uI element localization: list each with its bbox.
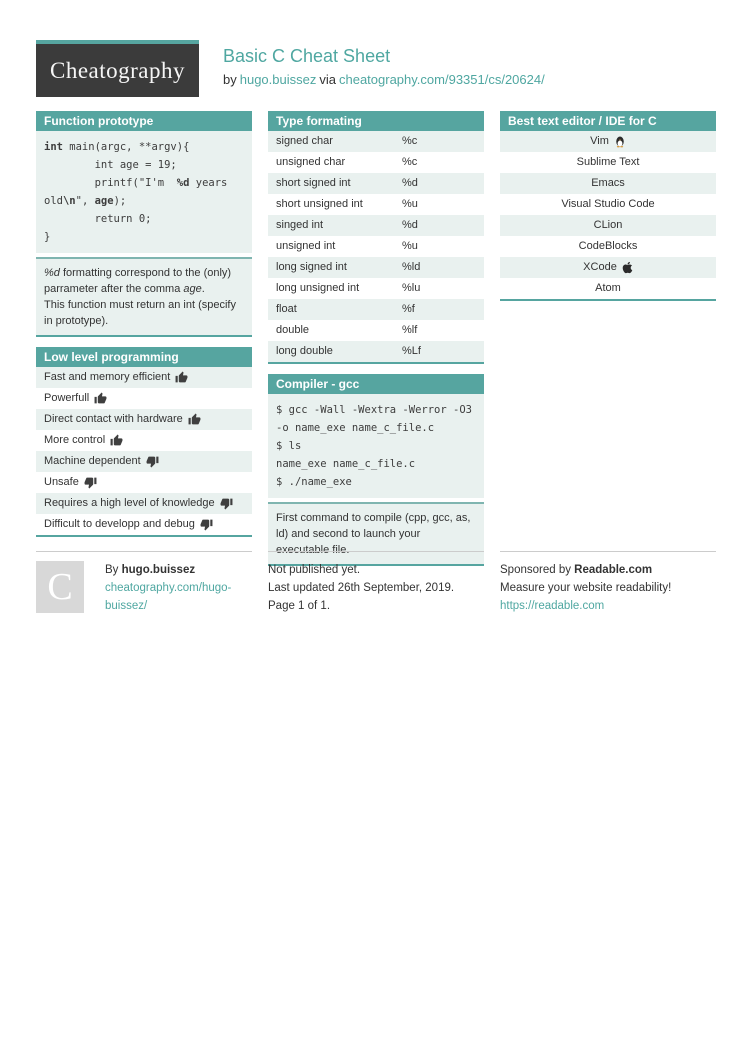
list-item: More control (36, 430, 252, 451)
author-link[interactable]: hugo.buissez (239, 72, 317, 87)
code-line: $ ls (276, 440, 302, 452)
sponsor-line: Sponsored by Readable.com (500, 564, 653, 576)
section-title-low-level-programming: Low level programming (36, 347, 252, 367)
thumbs-down-icon (220, 497, 233, 510)
note-function-prototype (36, 257, 252, 335)
table-row: short signed int %d (268, 173, 484, 194)
code-line: int main(argc, **argv){ (44, 141, 190, 153)
table-row: singed int %d (268, 215, 484, 236)
thumbs-down-icon (200, 518, 213, 531)
list-item: CodeBlocks (578, 240, 638, 252)
author-name: hugo.buissez (121, 564, 196, 576)
code-line: return 0; (44, 213, 152, 225)
column-1 (36, 111, 252, 537)
table-row: short unsigned int %u (276, 198, 418, 210)
thumbs-up-icon (175, 371, 188, 384)
table-row: signed char %c (268, 131, 484, 152)
table-row: unsigned char %c (276, 156, 418, 168)
code-block-compiler (268, 394, 484, 498)
table-row: long unsigned int %lu (276, 282, 421, 294)
thumbs-up-icon (94, 392, 107, 405)
publish-status: Not published yet. (268, 564, 361, 576)
list-item: Fast and memory efficient (36, 367, 252, 388)
list-item: Powerfull (36, 388, 252, 409)
cheatography-logo[interactable] (36, 40, 199, 97)
header-titles (223, 40, 548, 87)
type-formating-table (268, 131, 484, 362)
footer-sponsor-block (500, 551, 716, 615)
section-title-compiler-gcc: Compiler - gcc (268, 374, 484, 394)
thumbs-down-icon (146, 455, 159, 468)
last-updated: Last updated 26th September, 2019. (268, 582, 455, 594)
apple-icon (622, 261, 633, 274)
sponsor-tagline: Measure your website readability! (500, 582, 672, 594)
list-item: CLion (500, 215, 716, 236)
author-text (105, 561, 251, 615)
editors-list (500, 131, 716, 299)
thumbs-up-icon (188, 413, 201, 426)
sponsor-link[interactable]: https://readable.com (500, 600, 605, 612)
byline-via: via (319, 72, 336, 87)
table-row: float %f (268, 299, 484, 320)
linux-penguin-icon (614, 135, 626, 148)
section-low-level-programming (36, 347, 252, 537)
code-line: } (44, 231, 51, 243)
list-item: Difficult to developp and debug (36, 514, 252, 535)
code-line: name_exe name_c_file.c (276, 458, 416, 470)
column-3 (500, 111, 716, 301)
author-profile-link[interactable]: cheatography.com/hugo-buissez/ (105, 582, 232, 612)
page-count: Page 1 of 1. (268, 600, 331, 612)
code-line: -o name_exe name_c_file.c (276, 422, 435, 434)
sheet-url-link[interactable]: cheatography.com/93351/cs/20624/ (338, 72, 545, 87)
list-item: Emacs (500, 173, 716, 194)
section-type-formating (268, 111, 484, 364)
list-item: XCode (500, 257, 716, 278)
code-line: int age = 19; (44, 159, 177, 171)
section-title-type-formating: Type formating (268, 111, 484, 131)
list-item: Sublime Text (576, 156, 640, 168)
code-block-function-prototype (36, 131, 252, 253)
list-item: Machine dependent (36, 451, 252, 472)
table-row: long signed int %ld (268, 257, 484, 278)
code-line: old\n", age); (44, 195, 127, 207)
table-row: long double %Lf (268, 341, 484, 362)
note-paragraph: This function must return an int (specify in prototype). (44, 299, 236, 327)
list-item: Unsafe (36, 472, 252, 493)
author-line: By hugo.buissez (105, 564, 196, 576)
page-title[interactable]: Basic C Cheat Sheet (223, 46, 391, 66)
thumbs-down-icon (84, 476, 97, 489)
list-item: Atom (595, 282, 621, 294)
table-row: double %lf (276, 324, 418, 336)
table-row: unsigned int %u (276, 240, 418, 252)
list-item: Requires a high level of knowledge (36, 493, 252, 514)
byline (223, 72, 548, 87)
low-level-list (36, 367, 252, 535)
section-best-editors (500, 111, 716, 301)
list-item: Vim (500, 131, 716, 152)
list-item: Visual Studio Code (561, 198, 655, 210)
code-line: $ ./name_exe (276, 476, 352, 488)
list-item: Direct contact with hardware (36, 409, 252, 430)
section-title-best-editors: Best text editor / IDE for C (500, 111, 716, 131)
content-columns (36, 111, 716, 556)
footer-author-block (36, 551, 252, 615)
page-footer (36, 551, 716, 615)
byline-prefix: by (223, 72, 237, 87)
thumbs-up-icon (110, 434, 123, 447)
section-title-function-prototype: Function prototype (36, 111, 252, 131)
code-line: printf("I'm %d years (44, 177, 228, 189)
column-2 (268, 111, 484, 566)
footer-status-block (268, 551, 484, 615)
code-line: $ gcc -Wall -Wextra -Werror -O3 (276, 404, 472, 416)
sponsor-name: Readable.com (574, 564, 653, 576)
note-paragraph: %d formatting correspond to the (only) parrameter after the comma age. (44, 267, 232, 295)
section-function-prototype (36, 111, 252, 337)
note-paragraph: First command to compile (cpp, gcc, as, ld) and second to launch your executable file. (276, 512, 471, 556)
logo-text: Cheatography (49, 57, 185, 83)
section-compiler-gcc (268, 374, 484, 566)
page-header (36, 40, 716, 97)
author-avatar[interactable]: C (36, 561, 84, 613)
